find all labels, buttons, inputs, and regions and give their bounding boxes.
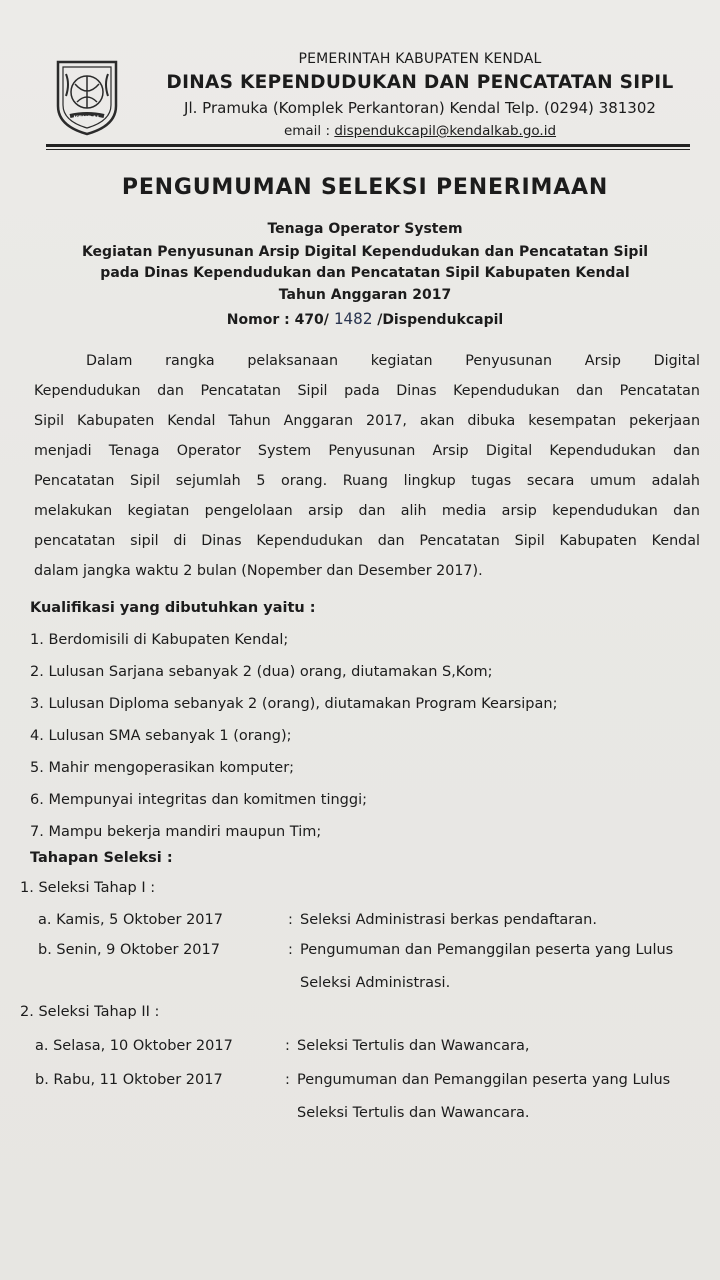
list-item: 7. Mampu bekerja mandiri maupun Tim;: [30, 824, 322, 840]
step-description: Pengumuman dan Pemanggilan peserta yang Lulus Seleksi Administrasi.: [300, 942, 674, 991]
intro-paragraph: [34, 346, 700, 586]
announcement-title: PENGUMUMAN SELEKSI PENERIMAAN: [121, 175, 609, 200]
list-item: 3. Lulusan Diploma sebanyak 2 (orang), diutamakan Program Kearsipan;: [30, 696, 558, 712]
subtitle-activity: Kegiatan Penyusunan Arsip Digital Kependudukan dan Pencatatan Sipil: [81, 244, 649, 260]
letterhead-rule-thick: [46, 144, 690, 147]
stage-2-step-b: [35, 1064, 685, 1130]
letter-number: [40, 309, 690, 328]
paragraph-line: Kependudukan dan Pencatatan Sipil pada Dinas Kependudukan dan Pencatatan: [34, 383, 700, 399]
step-date: a. Selasa, 10 Oktober 2017: [35, 1038, 233, 1054]
step-description: Seleksi Tertulis dan Wawancara,: [297, 1038, 530, 1054]
list-item: 4. Lulusan SMA sebanyak 1 (orang);: [30, 728, 292, 744]
letterhead-rule-thin: [46, 149, 690, 150]
paragraph-line: Sipil Kabupaten Kendal Tahun Anggaran 2017, akan dibuka kesempatan pekerjaan: [34, 413, 700, 429]
agency-address: Jl. Pramuka (Komplek Perkantoran) Kendal Telp. (0294) 381302: [184, 99, 656, 117]
subtitle-agency: pada Dinas Kependudukan dan Pencatatan Sipil Kabupaten Kendal: [100, 265, 630, 281]
paragraph-line: Dalam rangka pelaksanaan kegiatan Penyusunan Arsip Digital: [86, 353, 700, 369]
qualifications-heading: Kualifikasi yang dibutuhkan yaitu :: [30, 600, 316, 616]
step-colon: :: [288, 912, 293, 928]
letter-number-suffix: /Dispendukcapil: [372, 312, 504, 328]
letter-number-prefix: Nomor : 470/: [226, 312, 334, 328]
paragraph-line: pencatatan sipil di Dinas Kependudukan dan Pencatatan Sipil Kabupaten Kendal: [34, 533, 700, 549]
svg-text:KENDAL: KENDAL: [73, 115, 101, 122]
agency-name: DINAS KEPENDUDUKAN DAN PENCATATAN SIPIL: [166, 72, 674, 93]
agency-email-line: [140, 123, 700, 139]
qualifications-list: [30, 624, 700, 848]
paragraph-line: menjadi Tenaga Operator System Penyusunan Arsip Digital Kependudukan dan: [34, 443, 700, 459]
step-date: b. Senin, 9 Oktober 2017: [38, 942, 220, 958]
subtitle-fiscal-year: Tahun Anggaran 2017: [278, 287, 452, 303]
step-description: Seleksi Administrasi berkas pendaftaran.: [300, 912, 597, 928]
step-colon: :: [285, 1072, 290, 1088]
list-item: 2. Lulusan Sarjana sebanyak 2 (dua) orang, diutamakan S,Kom;: [30, 664, 493, 680]
list-item: 6. Mempunyai integritas dan komitmen tinggi;: [30, 792, 367, 808]
email-link[interactable]: dispendukcapil@kendalkab.go.id: [334, 123, 557, 139]
paragraph-line: melakukan kegiatan pengelolaan arsip dan alih media arsip kependudukan dan: [34, 503, 700, 519]
kendal-emblem-logo: [50, 54, 124, 138]
stage-1-step-b: [38, 934, 688, 1000]
step-date: a. Kamis, 5 Oktober 2017: [38, 912, 223, 928]
email-label: email :: [283, 123, 335, 139]
handwritten-number: 1482: [333, 309, 373, 328]
step-colon: :: [288, 942, 293, 958]
stage-1-title: 1. Seleksi Tahap I :: [20, 880, 156, 896]
paragraph-line: Pencatatan Sipil sejumlah 5 orang. Ruang lingkup tugas secara umum adalah: [34, 473, 700, 489]
list-item: 1. Berdomisili di Kabupaten Kendal;: [30, 632, 289, 648]
subtitle-position: Tenaga Operator System: [267, 221, 463, 237]
step-date: b. Rabu, 11 Oktober 2017: [35, 1072, 223, 1088]
government-name: PEMERINTAH KABUPATEN KENDAL: [298, 51, 542, 67]
stage-2-title: 2. Seleksi Tahap II :: [20, 1004, 160, 1020]
list-item: 5. Mahir mengoperasikan komputer;: [30, 760, 295, 776]
paragraph-line: dalam jangka waktu 2 bulan (Nopember dan Desember 2017).: [34, 563, 483, 579]
stages-heading: Tahapan Seleksi :: [30, 850, 173, 866]
stage-1-step-a: [38, 904, 688, 937]
step-colon: :: [285, 1038, 290, 1054]
stage-2-step-a: [35, 1030, 685, 1063]
step-description: Pengumuman dan Pemanggilan peserta yang Lulus Seleksi Tertulis dan Wawancara.: [297, 1072, 671, 1121]
